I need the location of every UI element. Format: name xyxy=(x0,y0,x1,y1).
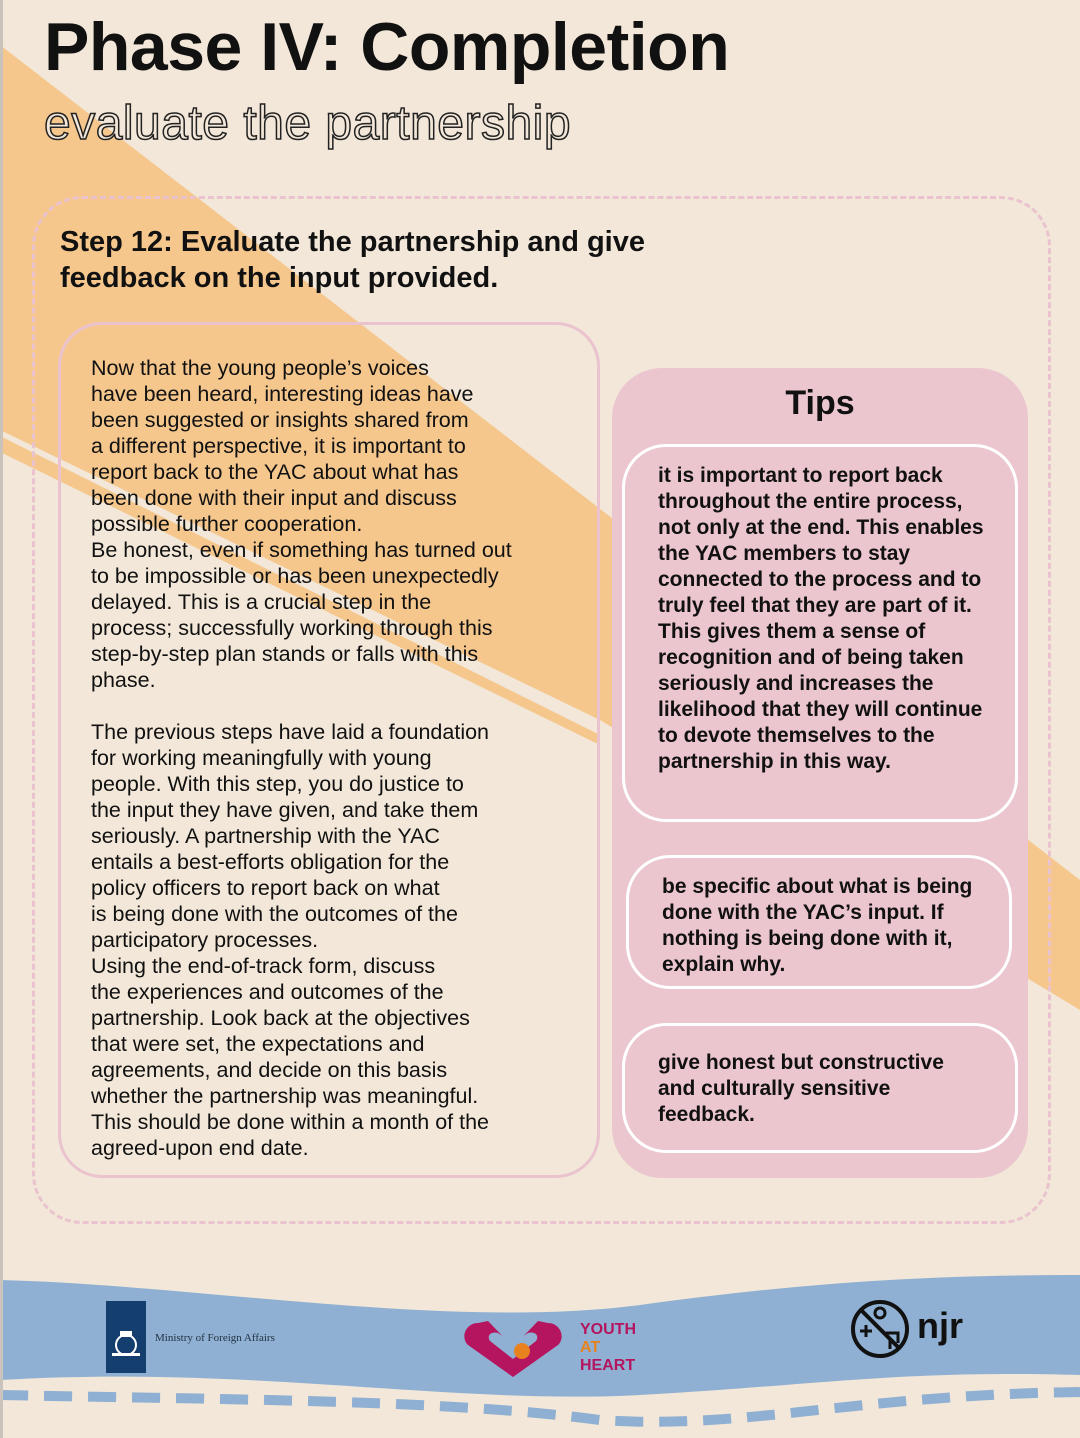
tip-card xyxy=(622,444,1018,822)
body-text-line: to be impossible or has been unexpectedly xyxy=(91,564,499,588)
page-title: Phase IV: Completion xyxy=(44,9,730,85)
heart-hands-logo xyxy=(460,1317,566,1379)
step-heading: Step 12: Evaluate the partnership and give feedback on the input provided. xyxy=(60,226,645,294)
body-text-line: agreed-upon end date. xyxy=(91,1136,309,1160)
yah-line: HEART xyxy=(580,1357,636,1374)
body-text-line: report back to the YAC about what has xyxy=(91,460,459,484)
body-text-line: people. With this step, you do justice to xyxy=(91,772,464,796)
tips-heading: Tips xyxy=(785,384,855,422)
page-left-edge xyxy=(0,0,3,1438)
ministry-logo-text: Ministry of Foreign Affairs xyxy=(155,1332,275,1344)
footer-logos xyxy=(0,1295,1080,1385)
body-text-line: phase. xyxy=(91,668,156,692)
body-text-line: that were set, the expectations and xyxy=(91,1032,425,1056)
body-text-line: the experiences and outcomes of the xyxy=(91,980,444,1004)
body-text-line: Using the end-of-track form, discuss xyxy=(91,954,436,978)
yah-line: AT xyxy=(580,1339,601,1356)
body-text-box xyxy=(58,322,600,1178)
body-text-line: The previous steps have laid a foundation xyxy=(91,720,490,744)
youth-at-heart-logo-text xyxy=(580,1321,636,1375)
body-text-line: participatory processes. xyxy=(91,928,319,952)
njr-logo-text: njr xyxy=(917,1305,964,1346)
body-text-line: entails a best-efforts obligation for the xyxy=(91,850,450,874)
body-text-line: Be honest, even if something has turned out xyxy=(91,538,512,562)
body-text-line: have been heard, interesting ideas have xyxy=(91,382,474,406)
tips-panel xyxy=(612,368,1028,1178)
body-text-line: process; successfully working through this xyxy=(91,616,493,640)
blue-dashed-line xyxy=(0,1392,1080,1422)
tip-card xyxy=(622,1023,1018,1153)
body-text-line: the input they have given, and take them xyxy=(91,798,479,822)
body-text-line: for working meaningfully with young xyxy=(91,746,432,770)
ministry-crest-logo xyxy=(106,1301,146,1373)
tip-text: it is important to report back throughout the entire process, not only at the end. This enables the YAC members to stay connected to the process and to truly feel that they are part of it. This gives them a sense of recognition and of being taken seriously and increases the likelihood that they will continue to devote themselves to the partnership in this way. xyxy=(658,464,984,773)
body-text-line: delayed. This is a crucial step in the xyxy=(91,590,432,614)
body-text-line: step-by-step plan stands or falls with this xyxy=(91,642,479,666)
body-text-line: This should be done within a month of the xyxy=(91,1110,490,1134)
body-text-line: agreements, and decide on this basis xyxy=(91,1058,448,1082)
body-text-line: a different perspective, it is important to xyxy=(91,434,466,458)
njr-symbol-logo xyxy=(850,1299,910,1359)
body-text-line: partnership. Look back at the objectives xyxy=(91,1006,470,1030)
body-text-line: seriously. A partnership with the YAC xyxy=(91,824,440,848)
tip-text: be specific about what is being done with the YAC’s input. If nothing is being done with it, explain why. xyxy=(662,875,973,976)
body-text-line: whether the partnership was meaningful. xyxy=(91,1084,479,1108)
body-text-line: been suggested or insights shared from xyxy=(91,408,469,432)
body-text-line: policy officers to report back on what xyxy=(91,876,440,900)
body-paragraph-1 xyxy=(91,355,571,693)
yah-line: YOUTH xyxy=(580,1321,636,1338)
body-text-line: Now that the young people’s voices xyxy=(91,356,429,380)
tip-card xyxy=(626,855,1012,989)
body-text-line: is being done with the outcomes of the xyxy=(91,902,458,926)
page-subtitle: evaluate the partnership xyxy=(44,97,572,150)
tip-text: give honest but constructive and culturally sensitive feedback. xyxy=(658,1051,944,1126)
body-text-line: been done with their input and discuss xyxy=(91,486,457,510)
body-paragraph-2 xyxy=(91,719,571,1161)
body-text-line: possible further cooperation. xyxy=(91,512,363,536)
